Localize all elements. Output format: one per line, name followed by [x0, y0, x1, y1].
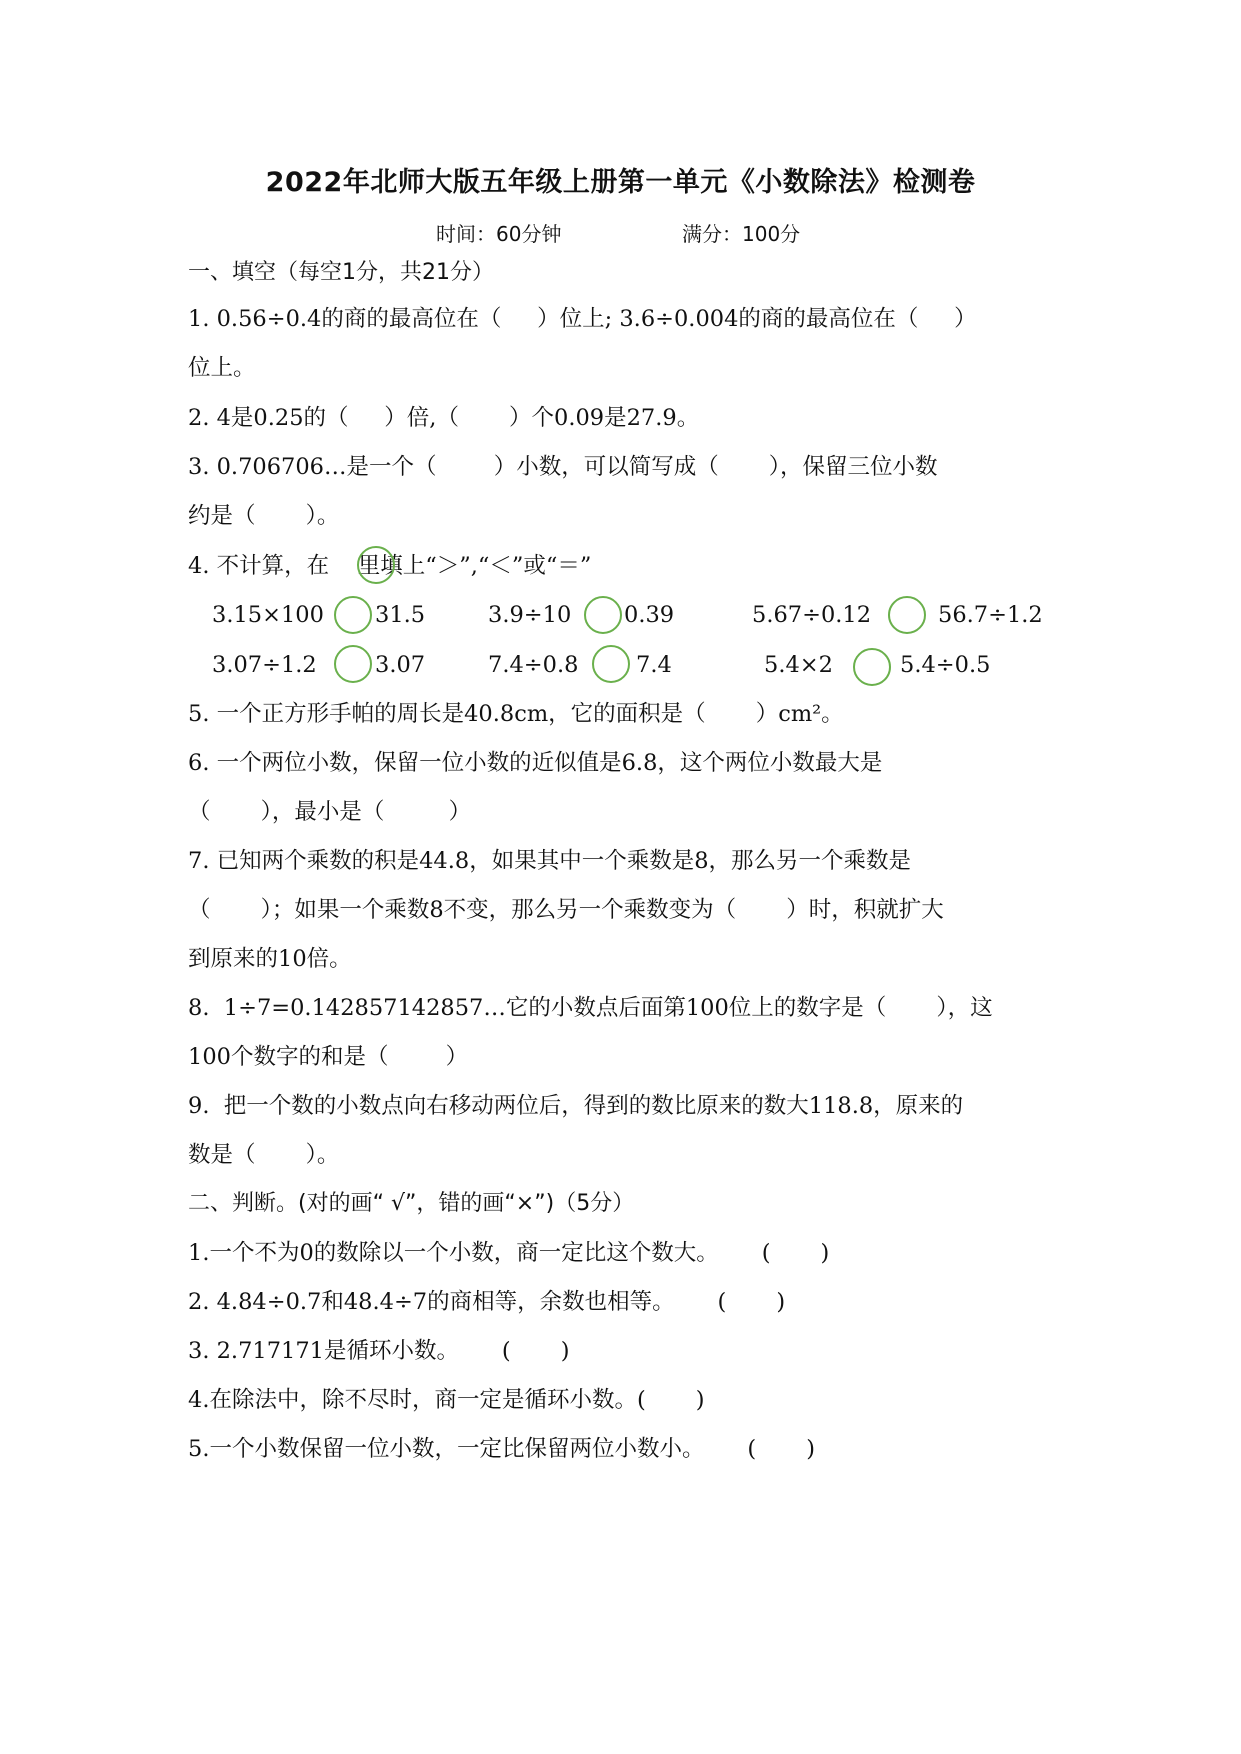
comparison-right: 7.4: [636, 652, 672, 678]
question-line: 4. 不计算，在 里填上“＞”,“＜”或“＝”: [188, 553, 592, 579]
question-line: 3. 0.706706…是一个（ ）小数，可以简写成（ ），保留三位小数: [188, 454, 938, 480]
section2-heading: 二、判断。(对的画“ √”，错的画“×”)（5分）: [188, 1191, 635, 1216]
question-line: 100个数字的和是（ ）: [188, 1044, 469, 1070]
time-label: 时间：60分钟: [436, 222, 562, 246]
answer-circle[interactable]: [584, 596, 622, 634]
question-line: 2. 4是0.25的（ ）倍,（ ）个0.09是27.9。: [188, 405, 700, 431]
comparison-right: 3.07: [375, 652, 426, 678]
answer-circle[interactable]: [592, 645, 630, 683]
answer-circle[interactable]: [334, 596, 372, 634]
question-line: 8. 1÷7=0.142857142857…它的小数点后面第100位上的数字是（ ），这: [188, 995, 993, 1021]
comparison-left: 5.4×2: [764, 652, 833, 678]
comparison-right: 31.5: [375, 602, 426, 628]
answer-circle[interactable]: [357, 546, 395, 584]
question-line: 位上。: [188, 355, 256, 381]
comparison-right: 56.7÷1.2: [938, 602, 1043, 628]
question-line: 9. 把一个数的小数点向右移动两位后，得到的数比原来的数大118.8，原来的: [188, 1093, 964, 1119]
comparison-left: 5.67÷0.12: [752, 602, 872, 628]
comparison-left: 3.9÷10: [488, 602, 572, 628]
answer-circle[interactable]: [853, 648, 891, 686]
section1-heading: 一、填空（每空1分，共21分）: [188, 260, 494, 285]
judgement-line: 2. 4.84÷0.7和48.4÷7的商相等，余数也相等。 ( ): [188, 1289, 786, 1315]
comparison-left: 3.07÷1.2: [212, 652, 317, 678]
question-line: 1. 0.56÷0.4的商的最高位在（ ）位上; 3.6÷0.004的商的最高位在（ ）: [188, 306, 977, 332]
judgement-line: 3. 2.717171是循环小数。 ( ): [188, 1338, 570, 1364]
question-line: 6. 一个两位小数，保留一位小数的近似值是6.8，这个两位小数最大是: [188, 750, 883, 776]
comparison-right: 5.4÷0.5: [900, 652, 991, 678]
question-line: 7. 已知两个乘数的积是44.8，如果其中一个乘数是8，那么另一个乘数是: [188, 848, 912, 874]
judgement-line: 4.在除法中，除不尽时，商一定是循环小数。( ): [188, 1387, 705, 1413]
judgement-line: 5.一个小数保留一位小数，一定比保留两位小数小。 ( ): [188, 1436, 816, 1462]
question-line: 约是（ ）。: [188, 503, 340, 529]
comparison-left: 3.15×100: [212, 602, 324, 628]
question-line: （ ），最小是（ ）: [188, 799, 472, 825]
answer-circle[interactable]: [888, 596, 926, 634]
question-line: 到原来的10倍。: [188, 946, 352, 972]
answer-circle[interactable]: [334, 645, 372, 683]
page-title: 2022年北师大版五年级上册第一单元《小数除法》检测卷: [265, 167, 976, 198]
question-line: （ ）；如果一个乘数8不变，那么另一个乘数变为（ ）时，积就扩大: [188, 897, 944, 923]
question-line: 数是（ ）。: [188, 1142, 340, 1168]
comparison-right: 0.39: [624, 602, 675, 628]
score-label: 满分：100分: [682, 222, 801, 246]
question-line: 5. 一个正方形手帕的周长是40.8cm，它的面积是（ ）cm²。: [188, 701, 844, 727]
judgement-line: 1.一个不为0的数除以一个小数，商一定比这个数大。 ( ): [188, 1240, 830, 1266]
comparison-left: 7.4÷0.8: [488, 652, 579, 678]
